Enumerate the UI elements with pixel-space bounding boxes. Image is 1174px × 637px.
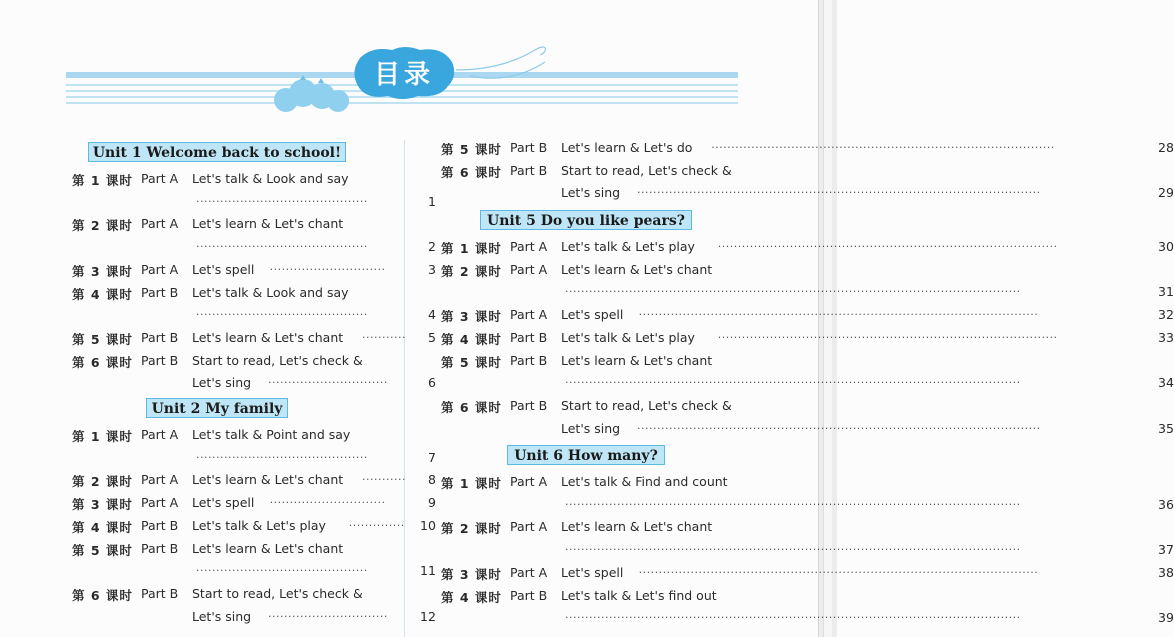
leader-dots: ······························ bbox=[268, 609, 388, 623]
page-number: 4 bbox=[428, 307, 436, 323]
topic-text: Let's learn & Let's chant bbox=[192, 472, 344, 488]
leader-dots: ····························· bbox=[269, 262, 386, 276]
part-label: Part A bbox=[510, 474, 548, 489]
leader-dots: ·················································································································· bbox=[565, 285, 1021, 299]
topic-text: Let's spell bbox=[192, 261, 255, 277]
part-label: Part A bbox=[141, 171, 179, 186]
page-number: 7 bbox=[428, 449, 436, 465]
page-number: 36 bbox=[1158, 496, 1174, 512]
lesson-number: 第 4 课时 bbox=[72, 286, 133, 302]
toc-entry bbox=[72, 585, 436, 626]
part-label: Part A bbox=[510, 261, 548, 277]
part-label: Part A bbox=[141, 427, 179, 442]
lesson-number: 第 3 课时 bbox=[72, 497, 133, 513]
topic-text: Let's talk & Let's find out bbox=[561, 587, 717, 603]
lesson-number: 第 5 课时 bbox=[72, 542, 133, 558]
topic-text-continued: Let's sing bbox=[561, 420, 621, 436]
lesson-number: 第 5 课时 bbox=[441, 142, 502, 157]
leader-dots: ·············· bbox=[348, 518, 405, 532]
lesson-number: 第 3 课时 bbox=[441, 566, 502, 582]
toc-entry bbox=[72, 284, 436, 325]
page-number: 33 bbox=[1158, 329, 1174, 345]
part-label: Part A bbox=[510, 564, 548, 580]
topic-text: Start to read, Let's check & bbox=[192, 585, 363, 601]
topic-text-continued: Let's sing bbox=[561, 185, 621, 201]
part-label: Part A bbox=[141, 472, 179, 488]
page-number: 29 bbox=[1158, 185, 1174, 201]
page-number: 6 bbox=[428, 375, 436, 391]
part-label: Part B bbox=[510, 140, 548, 155]
topic-text: Start to read, Let's check & bbox=[561, 397, 732, 413]
lesson-number: 第 1 课时 bbox=[441, 241, 502, 256]
page-number: 28 bbox=[1158, 140, 1174, 155]
topic-text: Let's learn & Let's chant bbox=[192, 216, 344, 232]
leader-dots: ·················································································································· bbox=[565, 611, 1021, 625]
leader-dots: ······························ bbox=[268, 376, 388, 390]
toc-entry bbox=[72, 352, 436, 393]
part-label: Part A bbox=[141, 495, 179, 511]
lesson-number: 第 1 课时 bbox=[72, 173, 133, 188]
topic-text: Let's learn & Let's chant bbox=[561, 519, 713, 535]
part-label: Part B bbox=[510, 162, 548, 178]
leader-dots: ··········································· bbox=[196, 450, 368, 464]
page-number: 30 bbox=[1158, 239, 1174, 254]
page-number: 38 bbox=[1158, 564, 1174, 580]
leader-dots: ··········· bbox=[362, 473, 406, 487]
leader-dots: ··········································· bbox=[196, 194, 368, 208]
toc-entry bbox=[72, 540, 436, 581]
topic-text: Let's spell bbox=[192, 495, 255, 511]
toc-entry bbox=[441, 352, 1174, 393]
page-number: 2 bbox=[428, 239, 436, 255]
page-number: 39 bbox=[1158, 610, 1174, 626]
topic-text-continued: Let's sing bbox=[192, 608, 252, 624]
page-number: 12 bbox=[420, 608, 436, 624]
part-label: Part A bbox=[141, 261, 179, 277]
part-label: Part B bbox=[510, 587, 548, 603]
leader-dots: ··········· bbox=[362, 330, 406, 344]
topic-text: Let's talk & Let's play bbox=[561, 329, 695, 345]
topic-text: Let's learn & Let's do bbox=[561, 140, 693, 155]
topic-text: Let's talk & Point and say bbox=[192, 427, 351, 442]
page-number: 8 bbox=[428, 472, 436, 488]
page-number: 34 bbox=[1158, 375, 1174, 391]
part-label: Part B bbox=[141, 329, 179, 345]
unit-banner: Unit 5 Do you like pears? bbox=[480, 210, 692, 230]
part-label: Part B bbox=[510, 397, 548, 413]
part-label: Part B bbox=[510, 352, 548, 368]
lesson-number: 第 4 课时 bbox=[72, 519, 133, 535]
part-label: Part B bbox=[141, 585, 179, 601]
topic-text: Let's spell bbox=[561, 564, 624, 580]
page-number: 9 bbox=[428, 495, 436, 511]
toc-entry bbox=[72, 427, 436, 467]
lesson-number: 第 5 课时 bbox=[441, 354, 502, 370]
part-label: Part B bbox=[510, 329, 548, 345]
page-number: 32 bbox=[1158, 307, 1174, 323]
lesson-number: 第 5 课时 bbox=[72, 331, 133, 347]
leader-dots: ··········································· bbox=[196, 240, 368, 254]
topic-text: Let's talk & Find and count bbox=[561, 474, 728, 489]
lesson-number: 第 4 课时 bbox=[441, 331, 502, 347]
toc-entry bbox=[72, 216, 436, 256]
lesson-number: 第 6 课时 bbox=[441, 399, 502, 415]
topic-text: Let's talk & Look and say bbox=[192, 284, 349, 300]
part-label: Part B bbox=[141, 352, 179, 368]
lesson-number: 第 6 课时 bbox=[72, 587, 133, 603]
lesson-number: 第 2 课时 bbox=[72, 474, 133, 490]
toc-entry bbox=[441, 474, 1174, 514]
topic-text-continued: Let's sing bbox=[192, 375, 252, 391]
toc-entry bbox=[441, 261, 1174, 302]
leader-dots: ·················································································································· bbox=[565, 497, 1021, 511]
page-number: 1 bbox=[428, 193, 436, 209]
topic-text: Let's spell bbox=[561, 307, 624, 323]
part-label: Part A bbox=[141, 216, 179, 232]
toc-entry bbox=[441, 162, 1174, 203]
lesson-number: 第 6 课时 bbox=[72, 354, 133, 370]
leader-dots: ···································································································· bbox=[638, 565, 1039, 579]
topic-text: Let's learn & Let's chant bbox=[192, 540, 344, 556]
lesson-number: 第 2 课时 bbox=[441, 521, 502, 537]
column-divider bbox=[404, 140, 405, 637]
toc-entry bbox=[441, 587, 1174, 628]
lesson-number: 第 1 课时 bbox=[72, 429, 133, 444]
topic-text: Start to read, Let's check & bbox=[192, 352, 363, 368]
leader-dots: ····························· bbox=[269, 496, 386, 510]
leader-dots: ····································································································· bbox=[637, 421, 1041, 435]
page-number: 37 bbox=[1158, 542, 1174, 558]
topic-text: Let's learn & Let's chant bbox=[561, 352, 713, 368]
page-number: 5 bbox=[428, 329, 436, 345]
part-label: Part B bbox=[141, 540, 179, 556]
toc-entry bbox=[72, 171, 436, 211]
unit-banner: Unit 6 How many? bbox=[507, 445, 665, 465]
topic-text: Let's learn & Let's chant bbox=[561, 261, 713, 277]
lesson-number: 第 2 课时 bbox=[441, 263, 502, 279]
lesson-number: 第 2 课时 bbox=[72, 218, 133, 234]
lesson-number: 第 3 课时 bbox=[441, 309, 502, 325]
topic-text: Let's talk & Let's play bbox=[192, 517, 326, 533]
leader-dots: ····································································································· bbox=[637, 186, 1041, 200]
page-number: 31 bbox=[1158, 284, 1174, 300]
leader-dots: ···································································································· bbox=[638, 308, 1039, 322]
page-title: 目录 bbox=[373, 60, 434, 90]
leader-dots: ·················································································································· bbox=[565, 376, 1021, 390]
topic-text: Let's talk & Let's play bbox=[561, 239, 695, 254]
topic-text: Let's learn & Let's chant bbox=[192, 329, 344, 345]
lesson-number: 第 6 课时 bbox=[441, 164, 502, 180]
leader-dots: ······················································································ bbox=[711, 141, 1055, 154]
leader-dots: ····················································································· bbox=[717, 240, 1058, 253]
topic-text: Start to read, Let's check & bbox=[561, 162, 732, 178]
leader-dots: ··········································· bbox=[196, 564, 368, 578]
leader-dots: ·················································································································· bbox=[565, 543, 1021, 557]
page-number: 11 bbox=[420, 563, 436, 579]
leader-dots: ····················································································· bbox=[717, 330, 1058, 344]
page-number: 35 bbox=[1158, 420, 1174, 436]
part-label: Part A bbox=[510, 307, 548, 323]
lesson-number: 第 3 课时 bbox=[72, 263, 133, 279]
toc-entry bbox=[441, 397, 1174, 438]
toc-entry bbox=[441, 519, 1174, 559]
unit-banner: Unit 1 Welcome back to school! bbox=[88, 142, 346, 162]
page-number: 10 bbox=[420, 517, 436, 533]
part-label: Part A bbox=[510, 239, 548, 254]
part-label: Part B bbox=[141, 284, 179, 300]
leader-dots: ··········································· bbox=[196, 308, 368, 322]
unit-banner: Unit 2 My family bbox=[146, 398, 288, 418]
part-label: Part A bbox=[510, 519, 548, 535]
lesson-number: 第 1 课时 bbox=[441, 476, 502, 491]
page-number: 3 bbox=[428, 261, 436, 277]
lesson-number: 第 4 课时 bbox=[441, 589, 502, 605]
toc-header bbox=[0, 0, 818, 130]
topic-text: Let's talk & Look and say bbox=[192, 171, 349, 186]
part-label: Part B bbox=[141, 517, 179, 533]
